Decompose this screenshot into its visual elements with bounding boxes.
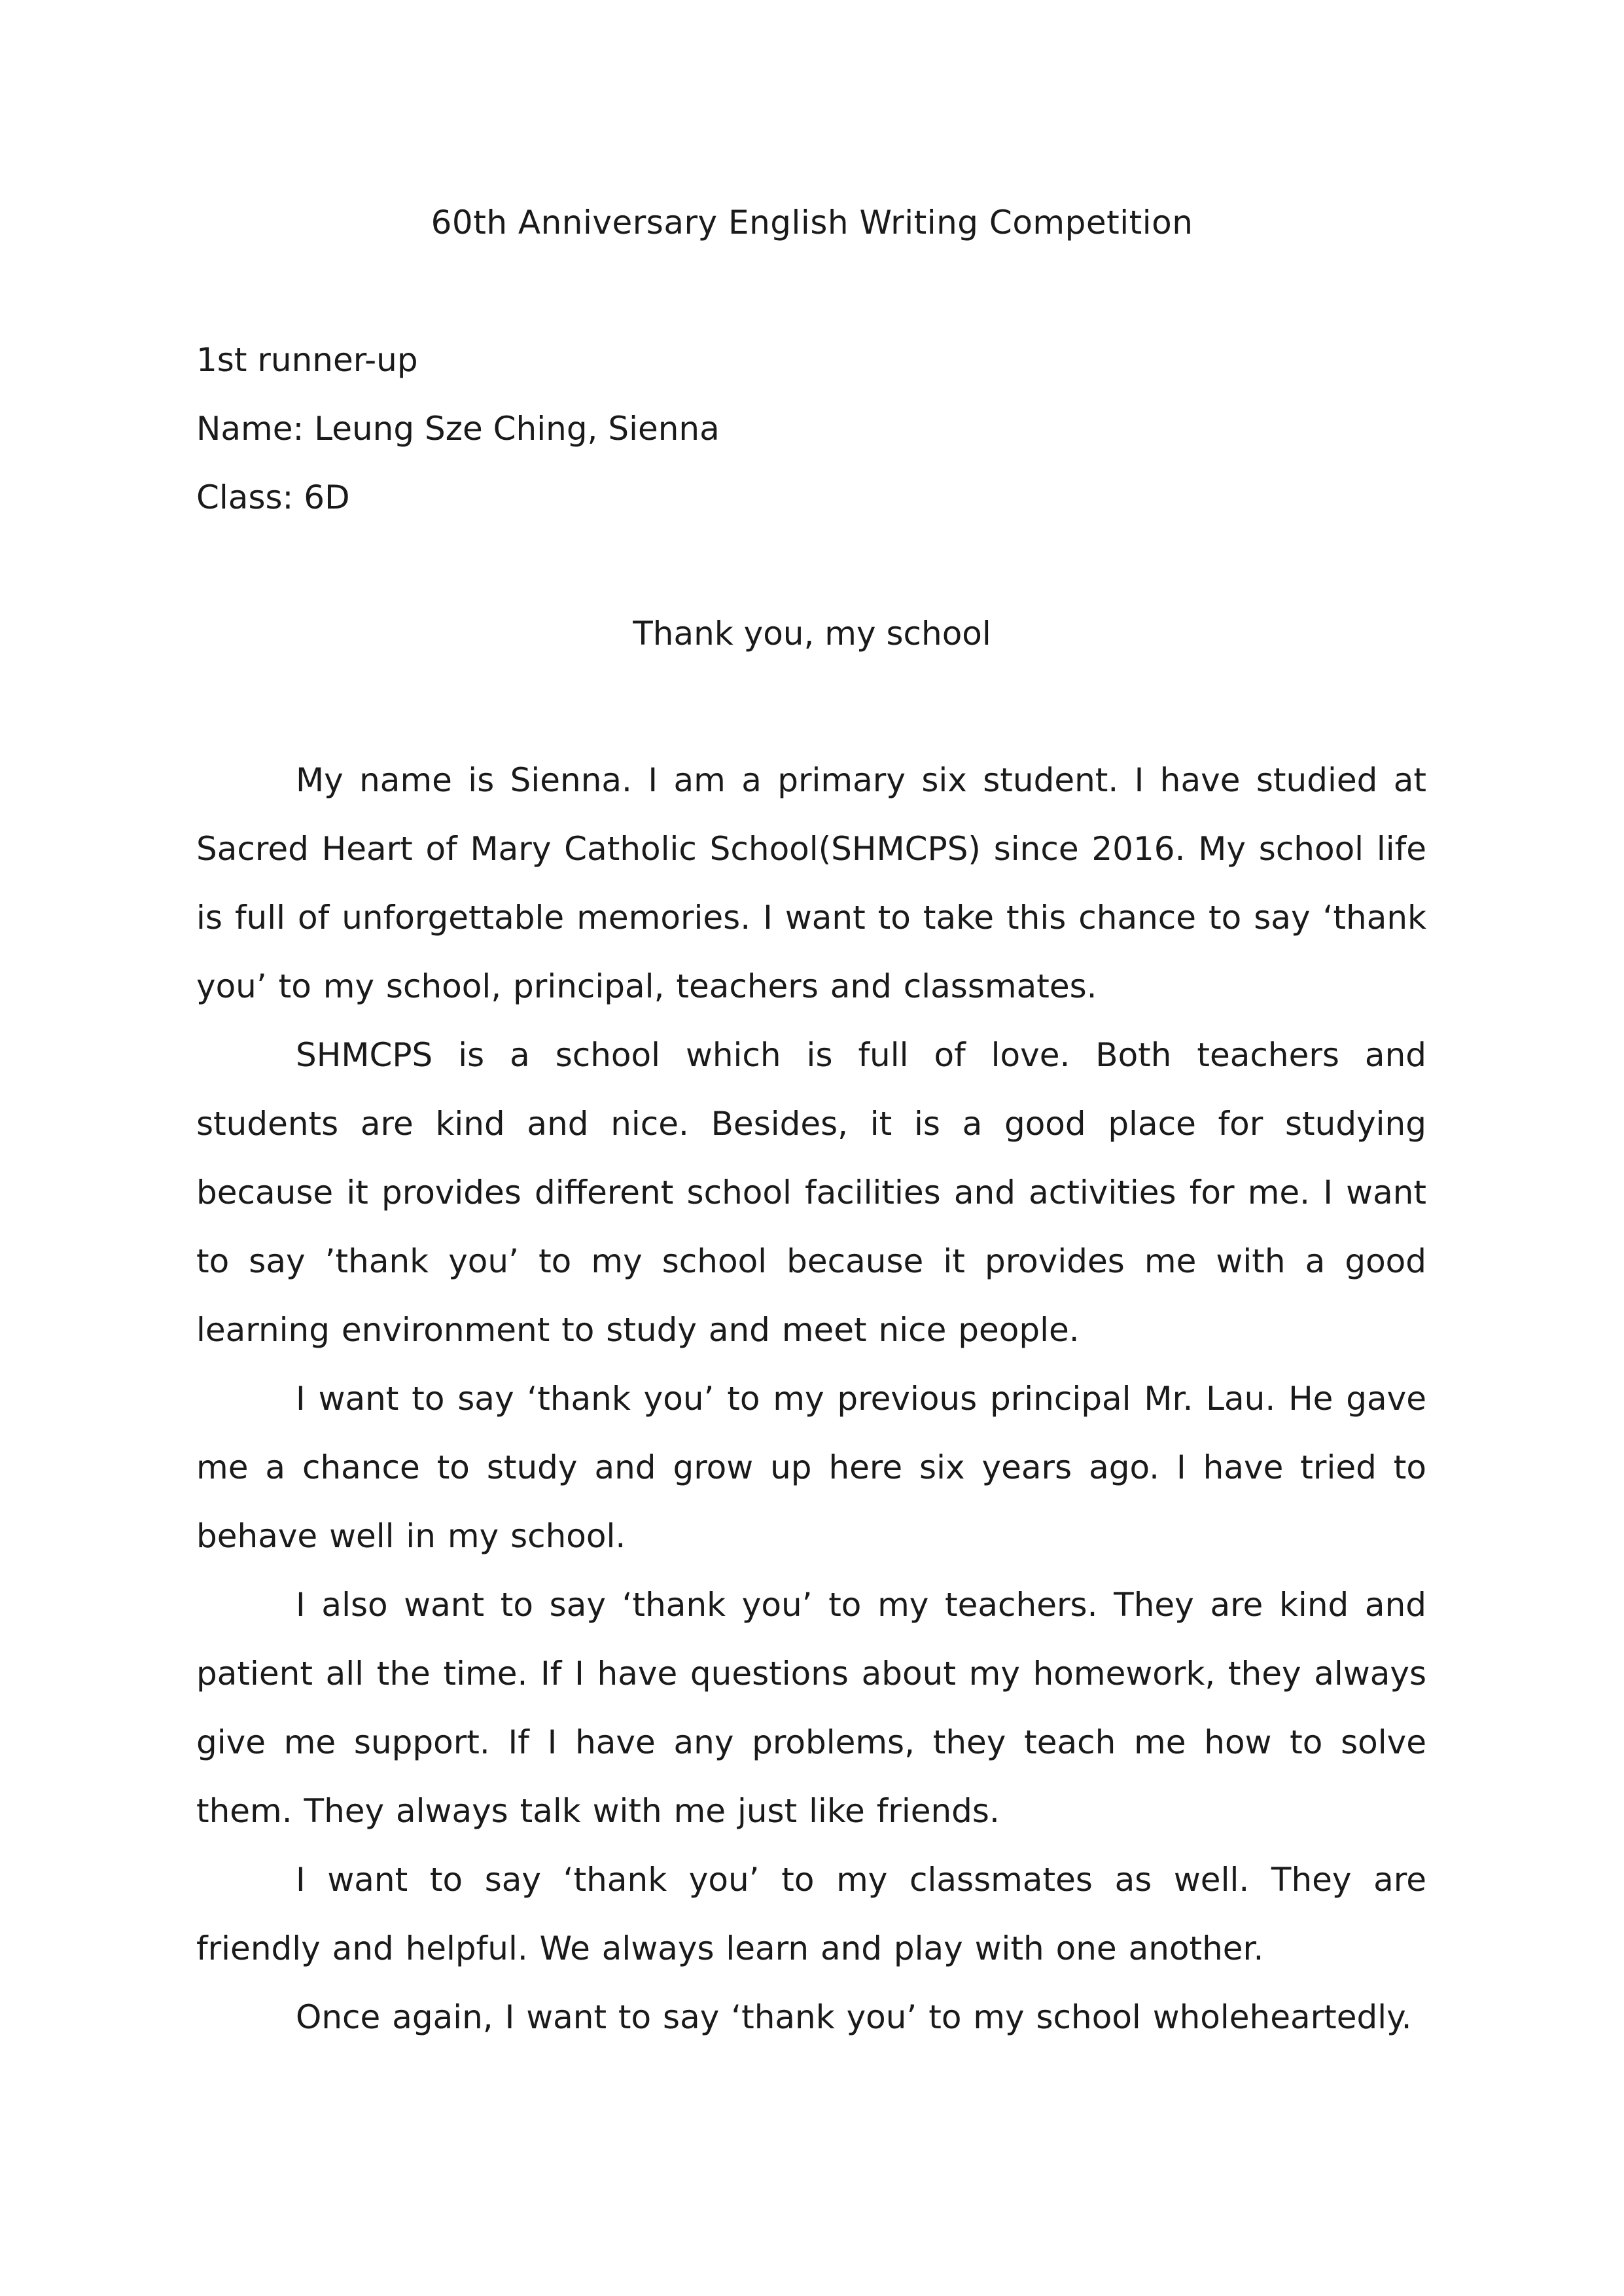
essay-paragraph: I want to say ‘thank you’ to my classmates as well. They are friendly and helpful. We always learn and play with one another.: [196, 1861, 1426, 1967]
competition-title: 60th Anniversary English Writing Competition: [431, 204, 1193, 242]
essay-paragraph: My name is Sienna. I am a primary six student. I have studied at Sacred Heart of Mary Catholic School(SHMCPS) since 2016. My school life is full of unforgettable memories. I want to take this chance to say ‘thank you’ to my school, principal, teachers and classmates.: [196, 761, 1426, 1005]
essay-paragraph: I want to say ‘thank you’ to my previous principal Mr. Lau. He gave me a chance to study and grow up here six years ago. I have tried to behave well in my school.: [196, 1380, 1426, 1555]
essay-title: Thank you, my school: [633, 615, 991, 653]
essay-paragraph: SHMCPS is a school which is full of love. Both teachers and students are kind and nice. Besides, it is a good place for studying because it provides different school facilities and activities for me. I want to say ’thank you’ to my school because it provides me with a good learning environment to study and meet nice people.: [196, 1036, 1426, 1349]
essay-body: [196, 746, 1426, 2052]
student-name-line: Name: Leung Sze Ching, Sienna: [196, 410, 720, 448]
essay-paragraph: Once again, I want to say ‘thank you’ to my school wholeheartedly.: [296, 1998, 1412, 2036]
award-line: 1st runner-up: [196, 341, 418, 379]
essay-paragraph: I also want to say ‘thank you’ to my teachers. They are kind and patient all the time. If I have questions about my homework, they always give me support. If I have any problems, they teach me how to solve them. They always talk with me just like friends.: [196, 1586, 1426, 1830]
student-class-line: Class: 6D: [196, 478, 350, 516]
